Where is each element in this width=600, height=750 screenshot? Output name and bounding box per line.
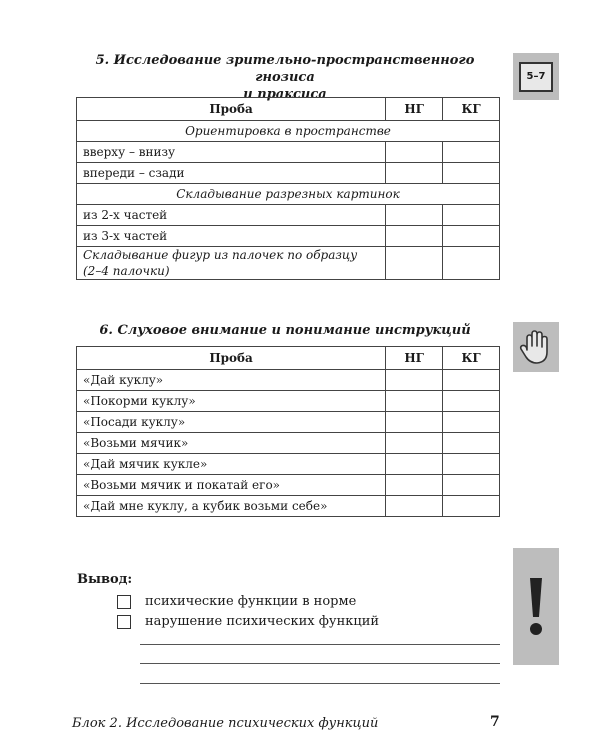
column-header-kg: КГ xyxy=(443,98,500,121)
conclusion-option-impaired[interactable] xyxy=(117,614,379,629)
option-label: психические функции в норме xyxy=(145,594,357,609)
ng-cell[interactable] xyxy=(386,163,443,184)
kg-cell[interactable] xyxy=(443,496,500,517)
ng-cell[interactable] xyxy=(386,247,443,280)
table-row xyxy=(77,370,500,391)
checkbox[interactable] xyxy=(117,595,131,609)
ng-cell[interactable] xyxy=(386,205,443,226)
table-row xyxy=(77,163,500,184)
table-row xyxy=(77,247,500,280)
answer-line[interactable] xyxy=(140,644,500,645)
table-row xyxy=(77,142,500,163)
instruction-text: «Дай куклу» xyxy=(77,370,386,391)
conclusion-option-normal[interactable] xyxy=(117,594,356,609)
ng-cell[interactable] xyxy=(386,454,443,475)
section-5-heading-line1: 5. Исследование зрительно-пространственного гнозиса xyxy=(95,53,475,85)
table-row xyxy=(77,226,500,247)
section-6-table xyxy=(76,346,500,517)
section-5-heading xyxy=(70,52,500,103)
table-row xyxy=(77,496,500,517)
section-5-table xyxy=(76,97,500,280)
kg-cell[interactable] xyxy=(443,454,500,475)
kg-cell[interactable] xyxy=(443,163,500,184)
table-row xyxy=(77,454,500,475)
test-name-line1: Складывание фигур из палочек по образцу xyxy=(83,248,358,262)
table-row xyxy=(77,205,500,226)
column-header-kg: КГ xyxy=(443,347,500,370)
instruction-text: «Возьми мячик» xyxy=(77,433,386,454)
instruction-text: «Дай мячик кукле» xyxy=(77,454,386,475)
column-header-ng: НГ xyxy=(386,347,443,370)
instruction-text: «Возьми мячик и покатай его» xyxy=(77,475,386,496)
kg-cell[interactable] xyxy=(443,142,500,163)
kg-cell[interactable] xyxy=(443,433,500,454)
ng-cell[interactable] xyxy=(386,433,443,454)
instruction-text: «Дай мне куклу, а кубик возьми себе» xyxy=(77,496,386,517)
section-5-heading-line2: и праксиса xyxy=(243,87,327,102)
option-label: нарушение психических функций xyxy=(145,614,380,629)
test-name xyxy=(77,247,386,280)
calendar-icon xyxy=(519,62,553,92)
ng-cell[interactable] xyxy=(386,412,443,433)
hand-icon xyxy=(519,328,553,366)
table-row xyxy=(77,391,500,412)
age-range-icon xyxy=(513,53,559,100)
section-6-heading: 6. Слуховое внимание и понимание инструкций xyxy=(99,323,471,338)
column-header-ng: НГ xyxy=(386,98,443,121)
test-name: впереди – сзади xyxy=(77,163,386,184)
table-header-row xyxy=(77,347,500,370)
section-label: Складывание разрезных картинок xyxy=(77,184,500,205)
table-section-row xyxy=(77,184,500,205)
kg-cell[interactable] xyxy=(443,205,500,226)
kg-cell[interactable] xyxy=(443,226,500,247)
answer-line[interactable] xyxy=(140,683,500,684)
kg-cell[interactable] xyxy=(443,475,500,496)
table-row xyxy=(77,433,500,454)
age-range-label: 5–7 xyxy=(526,71,546,82)
conclusion-label: Вывод: xyxy=(77,572,133,587)
ng-cell[interactable] xyxy=(386,475,443,496)
kg-cell[interactable] xyxy=(443,391,500,412)
column-header-test: Проба xyxy=(77,98,386,121)
ng-cell[interactable] xyxy=(386,391,443,412)
kg-cell[interactable] xyxy=(443,247,500,280)
page-number: 7 xyxy=(490,714,500,730)
kg-cell[interactable] xyxy=(443,412,500,433)
exclamation-icon xyxy=(524,575,548,639)
table-section-row xyxy=(77,121,500,142)
hand-icon-panel xyxy=(513,322,559,372)
checkbox[interactable] xyxy=(117,615,131,629)
section-label: Ориентировка в пространстве xyxy=(77,121,500,142)
column-header-test: Проба xyxy=(77,347,386,370)
ng-cell[interactable] xyxy=(386,142,443,163)
kg-cell[interactable] xyxy=(443,370,500,391)
instruction-text: «Покорми куклу» xyxy=(77,391,386,412)
test-name: вверху – внизу xyxy=(77,142,386,163)
answer-line[interactable] xyxy=(140,663,500,664)
test-name: из 3-х частей xyxy=(77,226,386,247)
test-name: из 2-х частей xyxy=(77,205,386,226)
exclamation-icon-panel xyxy=(513,548,559,665)
test-name-line2: (2–4 палочки) xyxy=(83,264,170,278)
ng-cell[interactable] xyxy=(386,226,443,247)
table-row xyxy=(77,475,500,496)
ng-cell[interactable] xyxy=(386,370,443,391)
ng-cell[interactable] xyxy=(386,496,443,517)
instruction-text: «Посади куклу» xyxy=(77,412,386,433)
table-header-row xyxy=(77,98,500,121)
footer-text: Блок 2. Исследование психических функций xyxy=(72,716,379,731)
table-row xyxy=(77,412,500,433)
